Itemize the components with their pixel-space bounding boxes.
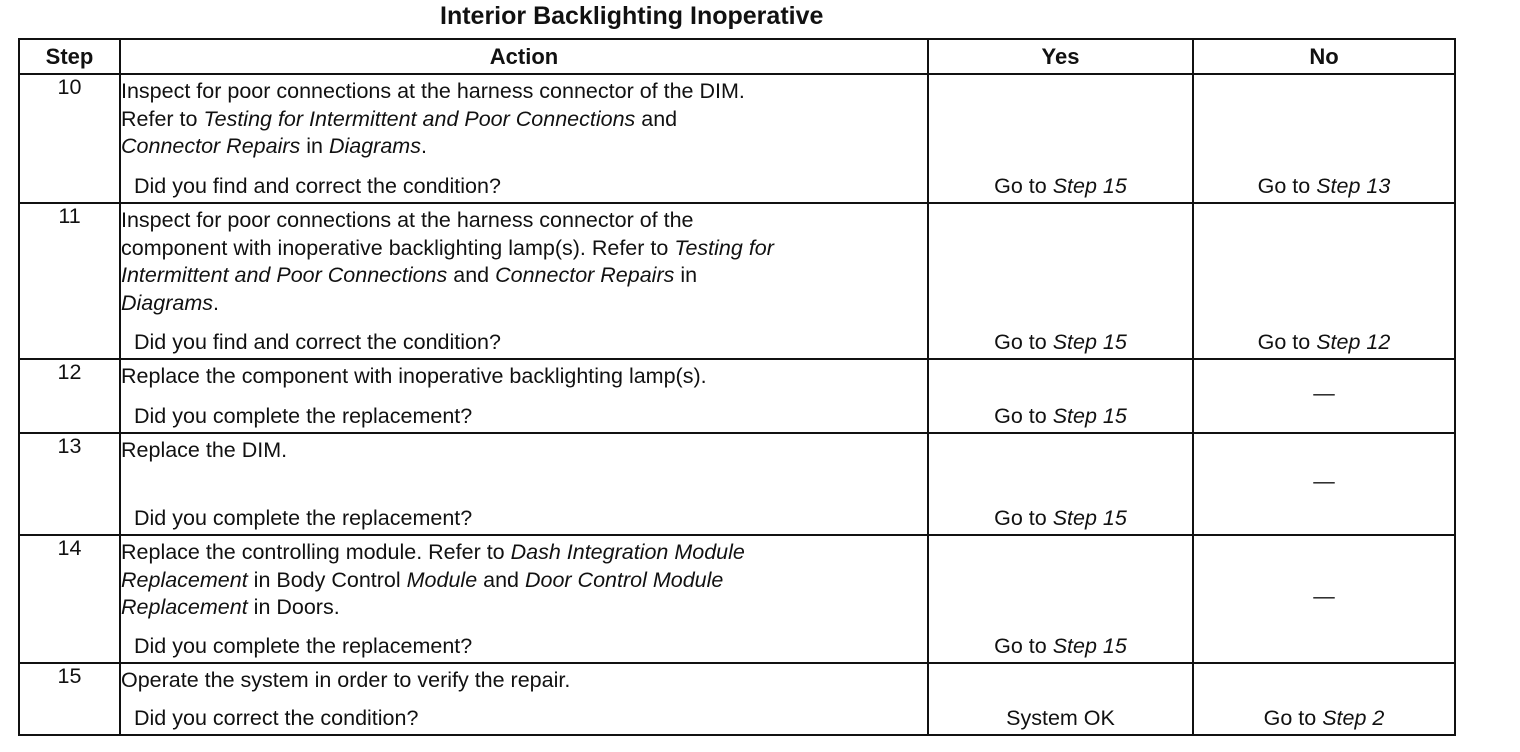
step-link: Step 15 xyxy=(1052,174,1127,198)
no-result-dash: — xyxy=(1313,469,1335,493)
diagnostic-table xyxy=(18,38,1456,736)
action-text: Replace the DIM. xyxy=(121,438,288,462)
action-text: Inspect for poor connections at the harness connector of the DIM. Refer to Testing for Intermittent and Poor Connections and Connector Repairs in Diagrams. xyxy=(121,79,745,158)
step-number: 13 xyxy=(19,433,120,535)
header-action: Action xyxy=(120,39,928,74)
no-result-dash: — xyxy=(1313,381,1335,405)
header-yes: Yes xyxy=(928,39,1193,74)
step-number: 14 xyxy=(19,535,120,663)
yes-result: Go to Step 15 xyxy=(928,203,1193,359)
no-result xyxy=(1193,433,1455,535)
no-result xyxy=(1193,535,1455,663)
yes-result: Go to Step 15 xyxy=(928,359,1193,433)
table-row xyxy=(19,433,1455,535)
header-no: No xyxy=(1193,39,1455,74)
no-result: Go to Step 2 xyxy=(1193,663,1455,735)
action-question: Did you find and correct the condition? xyxy=(134,174,501,198)
step-link: Step 15 xyxy=(1052,506,1127,530)
action-question: Did you find and correct the condition? xyxy=(134,330,501,354)
page-title: Interior Backlighting Inoperative xyxy=(440,2,824,30)
action-cell xyxy=(120,74,928,203)
action-text: Replace the component with inoperative backlighting lamp(s). xyxy=(121,364,707,388)
step-link: Step 15 xyxy=(1052,634,1127,658)
action-question: Did you complete the replacement? xyxy=(134,634,473,658)
table-row xyxy=(19,663,1455,735)
action-text: Inspect for poor connections at the harness connector of the component with inoperative backlighting lamp(s). Refer to Testing for Intermittent and Poor Connections and Connector Repairs in Diagrams. xyxy=(121,208,774,315)
step-link: Step 15 xyxy=(1052,404,1127,428)
table-row xyxy=(19,359,1455,433)
step-number: 12 xyxy=(19,359,120,433)
action-text: Replace the controlling module. Refer to Dash Integration Module Replacement in Body Control Module and Door Control Module Replacement in Doors. xyxy=(121,540,745,619)
yes-result: Go to Step 15 xyxy=(928,74,1193,203)
step-link: Step 12 xyxy=(1316,330,1391,354)
no-result xyxy=(1193,359,1455,433)
no-result: Go to Step 13 xyxy=(1193,74,1455,203)
action-cell xyxy=(120,359,928,433)
yes-result: Go to Step 15 xyxy=(928,535,1193,663)
action-cell xyxy=(120,203,928,359)
action-cell xyxy=(120,663,928,735)
yes-result: Go to Step 15 xyxy=(928,433,1193,535)
step-link: Step 2 xyxy=(1322,706,1385,730)
step-number: 11 xyxy=(19,203,120,359)
step-link: Step 15 xyxy=(1052,330,1127,354)
step-link: Step 13 xyxy=(1316,174,1391,198)
action-cell xyxy=(120,535,928,663)
table-row xyxy=(19,74,1455,203)
action-question: Did you correct the condition? xyxy=(134,706,419,730)
table-row xyxy=(19,203,1455,359)
step-number: 10 xyxy=(19,74,120,203)
no-result-dash: — xyxy=(1313,584,1335,608)
yes-result: System OK xyxy=(928,663,1193,735)
action-question: Did you complete the replacement? xyxy=(134,506,473,530)
action-cell xyxy=(120,433,928,535)
step-number: 15 xyxy=(19,663,120,735)
action-question: Did you complete the replacement? xyxy=(134,404,473,428)
no-result: Go to Step 12 xyxy=(1193,203,1455,359)
header-step: Step xyxy=(19,39,120,74)
action-text: Operate the system in order to verify the repair. xyxy=(121,668,571,692)
header-row xyxy=(19,39,1455,74)
table-row xyxy=(19,535,1455,663)
